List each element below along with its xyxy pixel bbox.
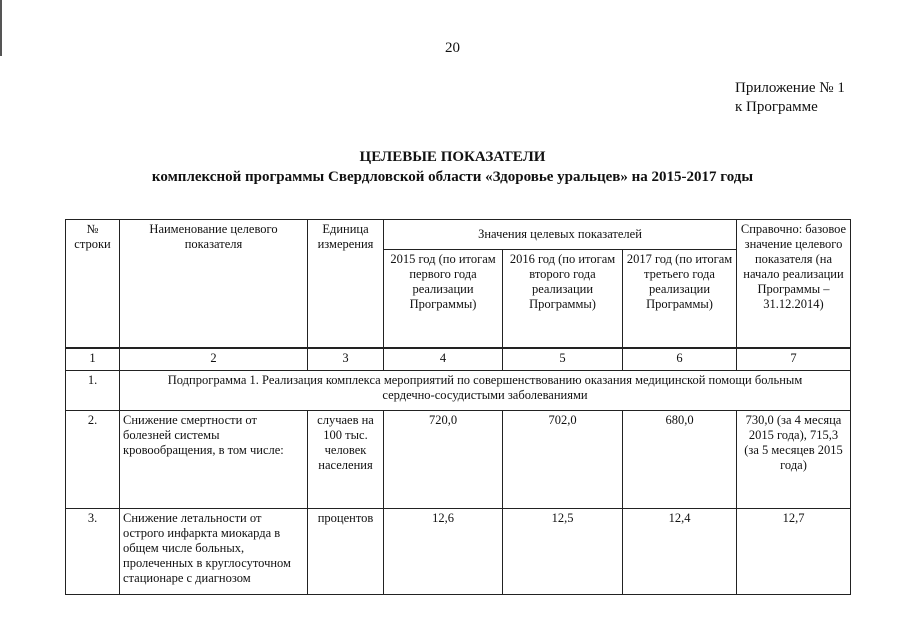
row-value-2015: 720,0	[384, 411, 503, 509]
header-year-2016: 2016 год (по итогам второго года реализации Программы)	[503, 250, 623, 348]
row-value-2017: 12,4	[623, 509, 737, 595]
header-year-2015: 2015 год (по итогам первого года реализации Программы)	[384, 250, 503, 348]
col-num-1: 1	[66, 349, 120, 371]
header-year-2017: 2017 год (по итогам третьего года реализации Программы)	[623, 250, 737, 348]
row-indicator-name: Снижение летальности от острого инфаркта миокарда в общем числе больных, пролеченных в круглосуточном стационаре с диагнозом	[120, 509, 308, 595]
row-value-2016: 702,0	[503, 411, 623, 509]
column-number-row	[66, 349, 851, 371]
row-no: 2.	[66, 411, 120, 509]
appendix-line-1: Приложение № 1	[735, 80, 845, 96]
row-reference: 12,7	[737, 509, 851, 595]
col-num-4: 4	[384, 349, 503, 371]
table-row	[66, 411, 851, 509]
header-values-group: Значения целевых показателей	[384, 220, 737, 250]
row-value-2016: 12,5	[503, 509, 623, 595]
row-reference: 730,0 (за 4 месяца 2015 года), 715,3 (за 5 месяцев 2015 года)	[737, 411, 851, 509]
subprogram-title: Подпрограмма 1. Реализация комплекса мероприятий по совершенствованию оказания медицинской помощи больным сердечно-сосудистыми заболеваниями	[120, 371, 851, 411]
appendix-note	[735, 79, 845, 117]
title-line-1: ЦЕЛЕВЫЕ ПОКАЗАТЕЛИ	[359, 149, 546, 165]
header-unit: Единица измерения	[308, 220, 384, 348]
row-unit: случаев на 100 тыс. человек населения	[308, 411, 384, 509]
col-num-2: 2	[120, 349, 308, 371]
row-unit: процентов	[308, 509, 384, 595]
col-num-7: 7	[737, 349, 851, 371]
subprogram-row	[66, 371, 851, 411]
row-indicator-name: Снижение смертности от болезней системы кровообращения, в том числе:	[120, 411, 308, 509]
title-line-2: комплексной программы Свердловской области «Здоровье уральцев» на 2015-2017 годы	[151, 169, 754, 185]
col-num-5: 5	[503, 349, 623, 371]
header-row-1	[66, 220, 851, 250]
target-indicators-table	[65, 219, 851, 595]
appendix-line-2: к Программе	[735, 99, 818, 115]
row-value-2017: 680,0	[623, 411, 737, 509]
col-num-6: 6	[623, 349, 737, 371]
col-num-3: 3	[308, 349, 384, 371]
subprogram-no: 1.	[66, 371, 120, 411]
header-reference: Справочно: базовое значение целевого показателя (на начало реализации Программы – 31.12.2014)	[737, 220, 851, 348]
row-value-2015: 12,6	[384, 509, 503, 595]
row-no: 3.	[66, 509, 120, 595]
header-name: Наименование целевого показателя	[120, 220, 308, 348]
page-number: 20	[445, 40, 460, 56]
header-row-no: № строки	[66, 220, 120, 348]
document-title	[0, 147, 905, 187]
table-row	[66, 509, 851, 595]
